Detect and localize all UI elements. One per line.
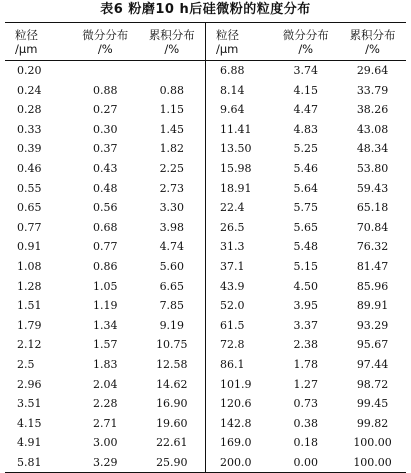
- right-cum-cell: 99.45: [356, 397, 389, 411]
- left-size-cell: 0.24: [17, 83, 42, 97]
- left-cum-cell: [139, 61, 206, 81]
- right-cum-cell: 98.72: [356, 377, 389, 391]
- table-row: [5, 61, 406, 81]
- table-row: [5, 335, 406, 355]
- right-diff-cell: 3.37: [293, 318, 318, 332]
- header-row: [5, 23, 406, 61]
- table-row: [5, 81, 406, 101]
- left-diff-cell: 2.28: [92, 397, 118, 411]
- left-size-cell: 2.5: [17, 357, 35, 371]
- table-row: [5, 414, 406, 434]
- right-size-cell: 101.9: [205, 375, 272, 395]
- left-diff-cell: 0.77: [92, 240, 118, 254]
- header-size-unit: /μm: [215, 41, 239, 56]
- table-title: 表6 粉磨10 h后硅微粉的粒度分布: [100, 2, 311, 17]
- left-size-cell: 0.65: [17, 201, 42, 215]
- right-size-cell: 72.8: [205, 335, 272, 355]
- left-cum-cell: 1.82: [159, 142, 185, 156]
- left-cum-cell: 12.58: [156, 357, 188, 371]
- left-size-cell: 4.15: [17, 416, 42, 430]
- header-diff-left: [72, 23, 139, 61]
- left-size-cell: 3.51: [17, 397, 42, 411]
- left-diff-cell: [72, 61, 139, 81]
- left-cum-cell: 10.75: [156, 338, 188, 352]
- left-cum-cell: 4.74: [159, 240, 185, 254]
- left-cum-cell: 5.60: [159, 259, 185, 273]
- right-diff-cell: 4.47: [293, 103, 318, 117]
- left-size-cell: 0.28: [17, 103, 42, 117]
- header-cum-right: [339, 23, 406, 61]
- table-row: [5, 257, 406, 277]
- left-size-cell: 0.33: [17, 122, 42, 136]
- right-cum-cell: 70.84: [356, 220, 389, 234]
- left-diff-cell: 1.05: [92, 279, 118, 293]
- left-diff-cell: 0.30: [92, 122, 118, 136]
- header-diff-unit: /%: [97, 41, 113, 56]
- table-row: [5, 179, 406, 199]
- table-row: [5, 218, 406, 238]
- left-diff-cell: 0.88: [92, 83, 118, 97]
- header-size-label: 粒径: [215, 27, 239, 42]
- left-size-cell: 0.55: [17, 181, 42, 195]
- right-cum-cell: 95.67: [356, 338, 389, 352]
- table-row: [5, 433, 406, 453]
- right-cum-cell: 89.91: [356, 299, 389, 313]
- left-diff-cell: 0.56: [92, 201, 118, 215]
- left-diff-cell: 1.57: [92, 338, 118, 352]
- left-cum-cell: 2.73: [159, 181, 185, 195]
- right-cum-cell: 85.96: [356, 279, 389, 293]
- table-row: [5, 296, 406, 316]
- left-diff-cell: 2.04: [92, 377, 118, 391]
- right-diff-cell: 4.83: [293, 122, 318, 136]
- left-cum-cell: 16.90: [156, 397, 188, 411]
- header-cum-unit: /%: [365, 41, 380, 56]
- header-size-unit: /μm: [15, 41, 38, 56]
- left-cum-cell: 2.25: [159, 161, 185, 175]
- right-cum-cell: 100.00: [353, 455, 392, 469]
- right-diff-cell: 4.15: [293, 83, 318, 97]
- table-row: [5, 375, 406, 395]
- right-size-cell: 142.8: [205, 414, 272, 434]
- right-diff-cell: 0.73: [293, 397, 318, 411]
- right-size-cell: 200.0: [205, 453, 272, 473]
- header-size-right: [205, 23, 272, 61]
- right-size-cell: 52.0: [205, 296, 272, 316]
- right-diff-cell: 5.65: [293, 220, 318, 234]
- right-cum-cell: 43.08: [356, 122, 389, 136]
- right-size-cell: 22.4: [205, 198, 272, 218]
- table-row: [5, 139, 406, 159]
- right-cum-cell: 65.18: [356, 201, 389, 215]
- right-cum-cell: 38.26: [356, 103, 389, 117]
- header-cum-left: [139, 23, 206, 61]
- right-cum-cell: 48.34: [356, 142, 389, 156]
- header-size-left: [5, 23, 72, 61]
- left-cum-cell: 9.19: [159, 318, 185, 332]
- left-size-cell: 4.91: [17, 436, 42, 450]
- left-diff-cell: 1.83: [92, 357, 118, 371]
- left-cum-cell: 3.98: [159, 220, 185, 234]
- right-size-cell: 31.3: [205, 237, 272, 257]
- right-size-cell: 18.91: [205, 179, 272, 199]
- right-diff-cell: 0.18: [293, 436, 318, 450]
- left-cum-cell: 14.62: [156, 377, 188, 391]
- left-size-cell: 1.08: [17, 259, 42, 273]
- table-row: [5, 198, 406, 218]
- left-size-cell: 0.46: [17, 161, 42, 175]
- right-cum-cell: 81.47: [356, 259, 389, 273]
- left-diff-cell: 0.68: [92, 220, 118, 234]
- right-diff-cell: 5.48: [293, 240, 318, 254]
- left-size-cell: 2.96: [17, 377, 42, 391]
- right-size-cell: 86.1: [205, 355, 272, 375]
- header-diff-unit: /%: [298, 41, 314, 56]
- right-diff-cell: 5.75: [293, 201, 318, 215]
- left-diff-cell: 1.34: [92, 318, 118, 332]
- left-cum-cell: 22.61: [156, 436, 188, 450]
- right-diff-cell: 5.46: [293, 161, 318, 175]
- table-row: [5, 316, 406, 336]
- table-row: [5, 355, 406, 375]
- left-cum-cell: 1.45: [159, 122, 185, 136]
- right-size-cell: 61.5: [205, 316, 272, 336]
- header-cum-label: 累积分布: [349, 27, 396, 42]
- right-diff-cell: 3.74: [293, 64, 318, 77]
- table-row: [5, 394, 406, 414]
- right-size-cell: 15.98: [205, 159, 272, 179]
- header-diff-right: [272, 23, 339, 61]
- right-cum-cell: 53.80: [356, 161, 389, 175]
- right-diff-cell: 4.50: [293, 279, 318, 293]
- right-diff-cell: 0.00: [293, 455, 318, 469]
- header-cum-label: 累积分布: [148, 27, 195, 42]
- right-diff-cell: 5.64: [293, 181, 318, 195]
- left-cum-cell: 1.15: [159, 103, 185, 117]
- header-size-label: 粒径: [15, 27, 38, 42]
- right-diff-cell: 5.25: [293, 142, 318, 156]
- right-size-cell: 169.0: [205, 433, 272, 453]
- left-size-cell: 0.39: [17, 142, 42, 156]
- left-diff-cell: 0.86: [92, 259, 118, 273]
- left-diff-cell: 3.00: [92, 436, 118, 450]
- left-size-cell: 1.51: [17, 299, 42, 313]
- left-cum-cell: 3.30: [159, 201, 185, 215]
- table-row: [5, 159, 406, 179]
- left-diff-cell: 1.19: [92, 299, 118, 313]
- left-size-cell: 2.12: [17, 338, 42, 352]
- right-size-cell: 9.64: [205, 100, 272, 120]
- table-row: [5, 237, 406, 257]
- table-body: [5, 61, 406, 473]
- right-diff-cell: 1.78: [293, 357, 318, 371]
- left-size-cell: 5.81: [17, 455, 42, 469]
- right-size-cell: 13.50: [205, 139, 272, 159]
- left-size-cell: 0.91: [17, 240, 42, 254]
- left-diff-cell: 0.43: [92, 161, 118, 175]
- left-diff-cell: 2.71: [92, 416, 118, 430]
- header-cum-unit: /%: [164, 41, 180, 56]
- left-size-cell: 1.79: [17, 318, 42, 332]
- right-size-cell: 43.9: [205, 277, 272, 297]
- right-diff-cell: 5.15: [293, 259, 318, 273]
- right-cum-cell: 33.79: [356, 83, 389, 97]
- header-diff-label: 微分分布: [282, 27, 329, 42]
- right-size-cell: 37.1: [205, 257, 272, 277]
- right-size-cell: 120.6: [205, 394, 272, 414]
- right-diff-cell: 1.27: [293, 377, 318, 391]
- table-row: [5, 453, 406, 473]
- left-size-cell: 0.20: [17, 64, 42, 77]
- table-row: [5, 277, 406, 297]
- left-diff-cell: 3.29: [92, 455, 118, 469]
- left-size-cell: 1.28: [17, 279, 42, 293]
- header-diff-label: 微分分布: [82, 27, 129, 42]
- left-diff-cell: 0.27: [92, 103, 118, 117]
- left-size-cell: 0.77: [17, 220, 42, 234]
- left-diff-cell: 0.37: [92, 142, 118, 156]
- left-cum-cell: 6.65: [159, 279, 185, 293]
- right-cum-cell: 93.29: [356, 318, 389, 332]
- right-diff-cell: 2.38: [293, 338, 318, 352]
- right-size-cell: 11.41: [205, 120, 272, 140]
- table-row: [5, 120, 406, 140]
- right-size-cell: 8.14: [205, 81, 272, 101]
- left-diff-cell: 0.48: [92, 181, 118, 195]
- right-cum-cell: 99.82: [356, 416, 389, 430]
- right-diff-cell: 3.95: [293, 299, 318, 313]
- right-cum-cell: 97.44: [356, 357, 389, 371]
- left-cum-cell: 0.88: [159, 83, 185, 97]
- right-cum-cell: 59.43: [356, 181, 389, 195]
- left-cum-cell: 19.60: [156, 416, 188, 430]
- right-size-cell: 6.88: [205, 61, 272, 81]
- right-cum-cell: 76.32: [356, 240, 389, 254]
- left-cum-cell: 7.85: [159, 299, 185, 313]
- right-cum-cell: 100.00: [353, 436, 392, 450]
- right-size-cell: 26.5: [205, 218, 272, 238]
- right-diff-cell: 0.38: [293, 416, 318, 430]
- particle-size-table: [5, 22, 406, 473]
- right-cum-cell: 29.64: [356, 64, 389, 77]
- left-cum-cell: 25.90: [156, 455, 188, 469]
- table-row: [5, 100, 406, 120]
